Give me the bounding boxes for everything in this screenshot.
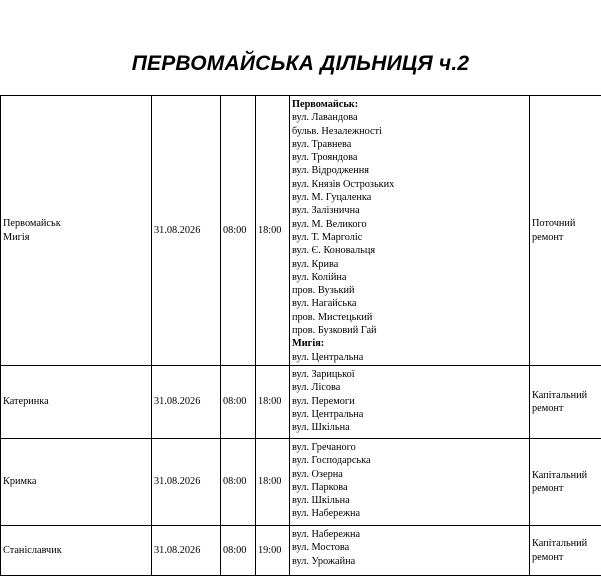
table-row — [1, 366, 601, 439]
street-item: вул. Колійна — [292, 271, 347, 283]
end-time-cell: 18:00 — [256, 366, 290, 439]
streets-cell — [290, 96, 530, 366]
table-row — [1, 526, 601, 576]
street-item: вул. Набережна — [292, 508, 361, 520]
end-time-cell: 18:00 — [256, 96, 290, 366]
page-title: ПЕРВОМАЙСЬКА ДІЛЬНИЦЯ ч.2 — [131, 52, 470, 75]
work-type-cell: Капітальний ремонт — [530, 366, 601, 439]
work-type-cell: Капітальний ремонт — [530, 439, 601, 526]
work-type-cell: Капітальний ремонт — [530, 526, 601, 576]
street-item: вул. Гречаного — [292, 442, 356, 453]
start-time-cell: 08:00 — [221, 526, 256, 576]
table-row — [1, 439, 601, 526]
start-time-cell: 08:00 — [221, 366, 256, 439]
settlement-cell: Катеринка — [1, 366, 152, 439]
settlement-heading: Первомайськ: — [292, 99, 359, 110]
street-item: вул. М. Великого — [292, 218, 367, 230]
start-time-cell: 08:00 — [221, 96, 256, 366]
outage-schedule-table — [0, 95, 601, 576]
start-time-cell: 08:00 — [221, 439, 256, 526]
table-row — [1, 96, 601, 366]
street-item: вул. Крива — [292, 258, 339, 270]
end-time-cell: 19:00 — [256, 526, 290, 576]
street-item: пров. Бузковий Гай — [292, 325, 377, 337]
street-item: вул. Князів Острозьких — [292, 178, 395, 190]
date-cell: 31.08.2026 — [152, 439, 221, 526]
street-item: вул. М. Гуцаленка — [292, 192, 372, 204]
street-item: вул. Набережна — [292, 529, 361, 540]
street-item: вул. Озерна — [292, 468, 343, 480]
street-item: пров. Мистецький — [292, 311, 373, 323]
settlement-cell: Станіславчик — [1, 526, 152, 576]
street-item: вул. Перемоги — [292, 395, 355, 407]
street-item: вул. Паркова — [292, 481, 348, 493]
street-item: вул. Нагайська — [292, 298, 357, 310]
date-cell: 31.08.2026 — [152, 526, 221, 576]
streets-cell — [290, 526, 530, 576]
street-item: вул. Урожайна — [292, 555, 356, 567]
street-item: вул. Шкільна — [292, 422, 350, 434]
work-type-cell: Поточний ремонт — [530, 96, 601, 366]
streets-cell — [290, 366, 530, 439]
street-item: вул. Є. Коновальця — [292, 245, 376, 257]
settlement-cell: Первомайськ Мигія — [1, 96, 152, 366]
streets-cell — [290, 439, 530, 526]
street-item: вул. Шкільна — [292, 495, 350, 507]
street-item: бульв. Незалежності — [292, 125, 382, 137]
end-time-cell: 18:00 — [256, 439, 290, 526]
street-item: вул. Центральна — [292, 408, 364, 420]
street-item: вул. Травнева — [292, 138, 352, 150]
settlement-heading: Мигія: — [292, 338, 325, 350]
street-item: вул. Господарська — [292, 455, 371, 467]
street-item: вул. Зарицької — [292, 369, 355, 380]
street-item: пров. Вузький — [292, 285, 355, 297]
street-item: вул. Лавандова — [292, 112, 358, 124]
street-item: вул. Трояндова — [292, 152, 358, 164]
street-item: вул. Т. Марголіс — [292, 231, 363, 243]
street-item: вул. Мостова — [292, 542, 350, 554]
street-item: вул. Лісова — [292, 382, 341, 394]
street-item: вул. Залізнична — [292, 205, 360, 217]
street-item: вул. Центральна — [292, 351, 364, 363]
date-cell: 31.08.2026 — [152, 366, 221, 439]
settlement-cell: Кримка — [1, 439, 152, 526]
street-item: вул. Відродження — [292, 165, 370, 177]
date-cell: 31.08.2026 — [152, 96, 221, 366]
